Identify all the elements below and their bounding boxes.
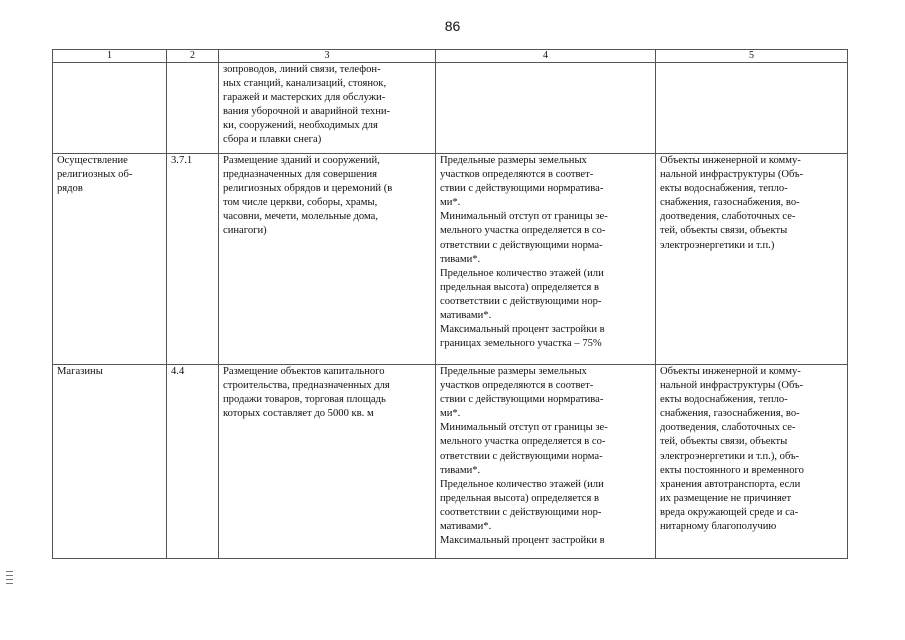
page-number: 86	[444, 18, 461, 34]
parameters-cell	[436, 154, 656, 365]
header-cell-1: 1	[53, 50, 167, 63]
cell-text-line: нальной инфраструктуры (Объ-	[660, 380, 804, 392]
cell-text-line: екты постоянного и временного	[660, 464, 804, 476]
cell-text-line: нальной инфраструктуры (Объ-	[660, 169, 804, 181]
cell-text-line: снабжения, газоснабжения, во-	[660, 408, 800, 420]
cell-text-line: границах земельного участка – 75%	[440, 338, 602, 350]
table-row	[53, 154, 848, 365]
cell-text-line: участков определяются в соответ-	[440, 380, 594, 392]
cell-text-line: электроэнергетики и т.п.), объ-	[660, 450, 800, 462]
cell-text-line: Объекты инженерной и комму-	[660, 366, 801, 377]
use-type-cell	[53, 63, 167, 154]
cell-text-line: соответствии с действующими нор-	[440, 506, 602, 518]
cell-text-line: том числе церкви, соборы, храмы,	[223, 197, 378, 209]
cell-text-line: тей, объекты связи, объекты	[660, 436, 788, 448]
code-cell	[167, 365, 219, 559]
auxiliary-uses-cell	[656, 365, 848, 559]
cell-text-line: мативами*.	[440, 310, 492, 322]
cell-text-line: доотведения, слаботочных се-	[660, 211, 796, 223]
cell-text-line: Предельные размеры земельных	[440, 155, 587, 166]
cell-text-line: доотведения, слаботочных се-	[660, 422, 796, 434]
cell-text-line: Минимальный отступ от границы зе-	[440, 422, 608, 434]
cell-text-line: предельная высота) определяется в	[440, 281, 600, 293]
cell-text-line: Предельное количество этажей (или	[440, 267, 604, 279]
cell-text-line: тивами*.	[440, 253, 481, 265]
cell-text-line: ми*.	[440, 197, 461, 209]
code-cell	[167, 154, 219, 365]
cell-text-line: религиозных обрядов и церемоний (в	[223, 183, 393, 195]
cell-text-line: зопроводов, линий связи, телефон-	[223, 64, 381, 75]
cell-text-line: нитарному благополучию	[660, 521, 777, 533]
cell-text-line: религиозных об-	[57, 169, 133, 181]
cell-text-line: гаражей и мастерских для обслужи-	[223, 92, 386, 104]
cell-text-line: снабжения, газоснабжения, во-	[660, 197, 800, 209]
cell-text-line: рядов	[57, 183, 83, 195]
cell-text-line: вреда окружающей среде и са-	[660, 506, 799, 518]
cell-text-line: мативами*.	[440, 521, 492, 533]
cell-text-line: Предельное количество этажей (или	[440, 478, 604, 490]
description-cell	[219, 365, 436, 559]
cell-text-line: предназначенных для совершения	[223, 169, 378, 181]
header-cell-4: 4	[436, 50, 656, 63]
cell-text-line: Предельные размеры земельных	[440, 366, 587, 377]
cell-text-line: электроэнергетики и т.п.)	[660, 239, 775, 251]
code-cell	[167, 63, 219, 154]
table-row	[53, 365, 848, 559]
cell-text-line: соответствии с действующими нор-	[440, 295, 602, 307]
land-use-table	[52, 49, 848, 559]
cell-text-line: ки, сооружений, необходимых для	[223, 120, 378, 132]
header-cell-5: 5	[656, 50, 848, 63]
cell-text-line: мельного участка определяется в со-	[440, 436, 606, 448]
description-cell	[219, 63, 436, 154]
table-header-row	[53, 50, 848, 63]
cell-text-line: которых составляет до 5000 кв. м	[223, 408, 374, 420]
cell-text-line: вания уборочной и аварийной техни-	[223, 106, 391, 118]
scan-margin-mark	[6, 571, 13, 587]
auxiliary-uses-cell	[656, 154, 848, 365]
cell-text-line: Максимальный процент застройки в	[440, 324, 605, 336]
cell-text-line: 3.7.1	[171, 155, 193, 166]
cell-text-line: 4.4	[171, 366, 185, 377]
cell-text-line: хранения автотранспорта, если	[660, 478, 801, 490]
cell-text-line: екты водоснабжения, тепло-	[660, 183, 788, 195]
cell-text-line: ствии с действующими нормратива-	[440, 394, 604, 406]
cell-text-line: ответствии с действующими норма-	[440, 239, 603, 251]
cell-text-line: Максимальный процент застройки в	[440, 535, 605, 547]
cell-text-line: Осуществление	[57, 155, 128, 166]
cell-text-line: Минимальный отступ от границы зе-	[440, 211, 608, 223]
cell-text-line: тивами*.	[440, 464, 481, 476]
cell-text-line: тей, объекты связи, объекты	[660, 225, 788, 237]
header-cell-2: 2	[167, 50, 219, 63]
cell-text-line: Размещение зданий и сооружений,	[223, 155, 380, 166]
cell-text-line: ных станций, канализаций, стоянок,	[223, 78, 387, 90]
use-type-cell	[53, 365, 167, 559]
cell-text-line: часовни, мечети, молельные дома,	[223, 211, 379, 223]
table-row	[53, 63, 848, 154]
description-cell	[219, 154, 436, 365]
cell-text-line: продажи товаров, торговая площадь	[223, 394, 386, 406]
header-cell-3: 3	[219, 50, 436, 63]
cell-text-line: строительства, предназначенных для	[223, 380, 390, 392]
cell-text-line: их размещение не причиняет	[660, 492, 792, 504]
cell-text-line: екты водоснабжения, тепло-	[660, 394, 788, 406]
cell-text-line: предельная высота) определяется в	[440, 492, 600, 504]
cell-text-line: ми*.	[440, 408, 461, 420]
cell-text-line: сбора и плавки снега)	[223, 134, 322, 146]
parameters-cell	[436, 365, 656, 559]
cell-text-line: ответствии с действующими норма-	[440, 450, 603, 462]
cell-text-line: ствии с действующими нормратива-	[440, 183, 604, 195]
auxiliary-uses-cell	[656, 63, 848, 154]
cell-text-line: Объекты инженерной и комму-	[660, 155, 801, 166]
cell-text-line: участков определяются в соответ-	[440, 169, 594, 181]
use-type-cell	[53, 154, 167, 365]
cell-text-line: мельного участка определяется в со-	[440, 225, 606, 237]
cell-text-line: Размещение объектов капитального	[223, 366, 385, 377]
cell-text-line: Магазины	[57, 366, 103, 377]
cell-text-line: синагоги)	[223, 225, 267, 237]
parameters-cell	[436, 63, 656, 154]
